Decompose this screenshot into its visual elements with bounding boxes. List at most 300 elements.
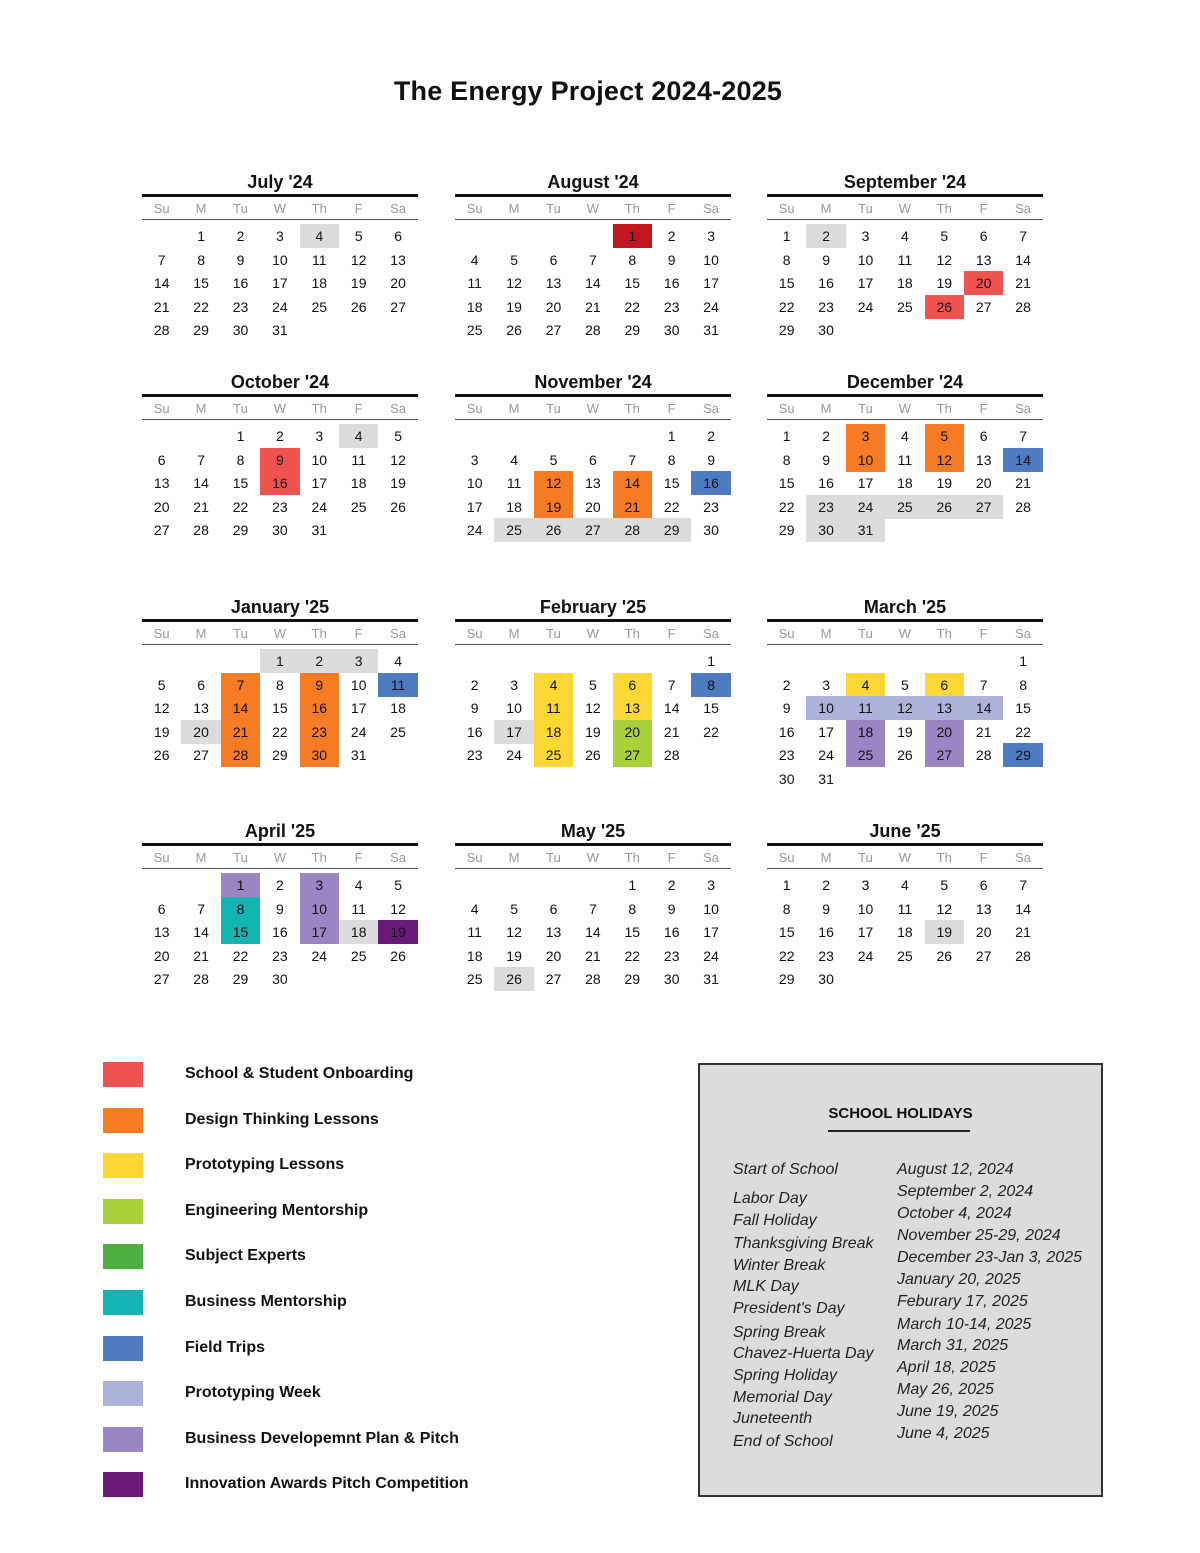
weekday-label: F bbox=[354, 200, 363, 216]
legend-swatch bbox=[103, 1381, 143, 1406]
day-cell: 7 bbox=[1019, 228, 1027, 244]
day-cell: 20 bbox=[964, 271, 1003, 295]
day-cell: 21 bbox=[585, 298, 601, 315]
day-cell: 5 bbox=[354, 228, 363, 244]
weekday-label: Tu bbox=[858, 849, 873, 865]
day-cell: 22 bbox=[778, 298, 795, 315]
day-cell: 19 bbox=[936, 275, 953, 292]
day-cell: 5 bbox=[394, 877, 402, 893]
day-cell: 2 bbox=[806, 224, 845, 248]
day-cell: 12 bbox=[936, 900, 953, 917]
day-cell: 2 bbox=[275, 428, 284, 444]
day-cell: 4 bbox=[900, 877, 909, 893]
month-name: April '25 bbox=[244, 821, 316, 841]
day-cell: 29 bbox=[624, 971, 641, 988]
weekday-label: W bbox=[273, 625, 286, 641]
day-cell: 17 bbox=[703, 275, 719, 292]
day-grid bbox=[455, 220, 731, 350]
day-cell: 17 bbox=[311, 475, 328, 492]
day-cell: 24 bbox=[506, 747, 522, 764]
day-cell: 22 bbox=[232, 498, 249, 515]
legend-swatch bbox=[103, 1244, 143, 1269]
weekday-label: Sa bbox=[1015, 849, 1031, 865]
day-cell: 28 bbox=[193, 522, 209, 539]
day-cell: 21 bbox=[975, 723, 992, 740]
day-cell: 13 bbox=[545, 924, 562, 941]
weekday-label: Th bbox=[311, 849, 327, 865]
day-cell: 7 bbox=[588, 900, 597, 917]
day-cell: 3 bbox=[707, 228, 715, 244]
weekday-label: M bbox=[195, 400, 207, 416]
day-cell: 27 bbox=[153, 971, 170, 988]
holiday-date: June 4, 2025 bbox=[897, 1425, 990, 1442]
holiday-name: Juneteenth bbox=[733, 1410, 813, 1427]
day-cell: 1 bbox=[236, 428, 245, 444]
day-cell: 3 bbox=[315, 428, 324, 444]
day-cell: 25 bbox=[390, 723, 406, 740]
day-cell: 6 bbox=[157, 451, 166, 468]
day-cell: 5 bbox=[394, 428, 402, 444]
day-cell: 18 bbox=[897, 924, 913, 941]
day-cell: 14 bbox=[585, 275, 601, 292]
month-calendar bbox=[767, 170, 1043, 350]
day-cell: 24 bbox=[466, 522, 483, 539]
day-cell: 1 bbox=[197, 228, 205, 244]
day-cell: 27 bbox=[153, 522, 170, 539]
day-cell: 30 bbox=[778, 771, 795, 787]
day-cell: 12 bbox=[585, 700, 601, 717]
weekday-label: F bbox=[979, 849, 988, 865]
day-cell: 3 bbox=[339, 649, 378, 673]
weekday-label: Su bbox=[466, 200, 483, 216]
legend-item bbox=[103, 1427, 523, 1453]
day-cell: 13 bbox=[193, 700, 209, 717]
day-cell: 7 bbox=[588, 251, 597, 268]
weekday-label: W bbox=[898, 849, 911, 865]
day-grid bbox=[455, 645, 731, 775]
legend-item bbox=[103, 1472, 523, 1498]
day-cell: 30 bbox=[663, 322, 680, 339]
day-cell: 25 bbox=[885, 495, 924, 519]
weekday-label: M bbox=[508, 849, 520, 865]
day-cell: 26 bbox=[153, 747, 170, 764]
day-cell: 22 bbox=[272, 723, 288, 740]
day-cell: 10 bbox=[466, 475, 483, 492]
day-grid bbox=[455, 420, 731, 550]
day-cell: 20 bbox=[545, 298, 562, 315]
day-cell: 12 bbox=[534, 471, 573, 495]
day-cell: 2 bbox=[667, 877, 676, 893]
day-cell: 29 bbox=[624, 322, 641, 339]
day-cell: 18 bbox=[846, 720, 885, 744]
day-cell: 26 bbox=[925, 295, 964, 319]
day-cell: 29 bbox=[778, 971, 795, 988]
holiday-date: December 23-Jan 3, 2025 bbox=[897, 1249, 1082, 1266]
day-cell: 24 bbox=[818, 747, 834, 764]
day-cell: 7 bbox=[979, 676, 988, 693]
day-cell: 20 bbox=[613, 720, 652, 744]
day-cell: 22 bbox=[778, 498, 795, 515]
day-cell: 25 bbox=[494, 518, 533, 542]
day-cell: 23 bbox=[663, 298, 680, 315]
weekday-label: Tu bbox=[546, 625, 561, 641]
weekday-label: Su bbox=[153, 400, 170, 416]
day-cell: 14 bbox=[585, 924, 601, 941]
day-cell: 3 bbox=[707, 877, 715, 893]
day-cell: 26 bbox=[506, 322, 522, 339]
weekday-label: M bbox=[508, 625, 520, 641]
month-calendar bbox=[142, 595, 418, 775]
day-cell: 5 bbox=[925, 424, 964, 448]
day-cell: 23 bbox=[232, 298, 249, 315]
day-cell: 1 bbox=[707, 653, 715, 669]
legend-label: Prototyping Week bbox=[185, 1384, 321, 1402]
day-cell: 6 bbox=[549, 900, 558, 917]
weekday-label: Sa bbox=[1015, 200, 1031, 216]
holiday-name: President's Day bbox=[733, 1300, 845, 1317]
day-cell: 10 bbox=[857, 900, 874, 917]
weekday-label: Tu bbox=[233, 400, 248, 416]
day-cell: 31 bbox=[703, 322, 719, 339]
weekday-label: M bbox=[508, 200, 520, 216]
day-cell: 7 bbox=[157, 251, 166, 268]
month-name: January '25 bbox=[230, 597, 330, 617]
day-cell: 21 bbox=[585, 947, 601, 964]
month-calendar bbox=[142, 170, 418, 350]
day-cell: 31 bbox=[818, 771, 834, 787]
legend-swatch bbox=[103, 1108, 143, 1133]
day-cell: 14 bbox=[1015, 251, 1031, 268]
day-cell: 15 bbox=[778, 475, 795, 492]
day-cell: 3 bbox=[861, 228, 870, 244]
day-cell: 5 bbox=[588, 676, 597, 693]
day-cell: 13 bbox=[975, 451, 992, 468]
day-cell: 29 bbox=[272, 747, 288, 764]
weekday-label: Su bbox=[778, 200, 795, 216]
day-cell: 7 bbox=[197, 900, 205, 917]
day-cell: 25 bbox=[534, 743, 573, 767]
weekday-label: Th bbox=[936, 849, 952, 865]
day-cell: 10 bbox=[846, 448, 885, 472]
day-cell: 27 bbox=[925, 743, 964, 767]
day-cell: 13 bbox=[613, 696, 652, 720]
day-cell: 30 bbox=[232, 322, 249, 339]
day-grid bbox=[142, 645, 418, 775]
weekday-label: M bbox=[820, 400, 832, 416]
day-cell: 16 bbox=[818, 275, 834, 292]
day-cell: 12 bbox=[153, 700, 170, 717]
day-cell: 31 bbox=[846, 518, 885, 542]
day-cell: 6 bbox=[925, 673, 964, 697]
legend-swatch bbox=[103, 1153, 143, 1178]
month-calendar bbox=[455, 370, 731, 550]
weekday-label: Sa bbox=[1015, 625, 1031, 641]
day-cell: 16 bbox=[466, 723, 483, 740]
day-cell: 31 bbox=[703, 971, 719, 988]
day-cell: 11 bbox=[897, 251, 913, 268]
holiday-name: Thanksgiving Break bbox=[733, 1235, 874, 1252]
day-cell: 23 bbox=[272, 947, 288, 964]
day-cell: 17 bbox=[494, 720, 533, 744]
day-cell: 13 bbox=[390, 251, 406, 268]
day-cell: 23 bbox=[466, 747, 483, 764]
day-grid bbox=[142, 420, 418, 550]
day-cell: 23 bbox=[806, 495, 845, 519]
day-cell: 10 bbox=[350, 676, 367, 693]
day-cell: 9 bbox=[236, 251, 245, 268]
legend-label: Subject Experts bbox=[185, 1247, 306, 1265]
weekday-label: W bbox=[273, 200, 286, 216]
legend-item bbox=[103, 1336, 523, 1362]
day-cell: 25 bbox=[466, 322, 483, 339]
day-cell: 6 bbox=[549, 251, 558, 268]
day-cell: 27 bbox=[573, 518, 612, 542]
day-cell: 13 bbox=[975, 251, 992, 268]
day-cell: 22 bbox=[703, 723, 719, 740]
day-cell: 12 bbox=[925, 448, 964, 472]
day-cell: 25 bbox=[311, 298, 328, 315]
month-name: September '24 bbox=[843, 172, 967, 192]
day-cell: 2 bbox=[667, 228, 676, 244]
day-cell: 18 bbox=[897, 275, 913, 292]
day-cell: 31 bbox=[272, 322, 288, 339]
holiday-date: March 31, 2025 bbox=[897, 1337, 1009, 1354]
weekday-label: Th bbox=[624, 625, 640, 641]
day-cell: 1 bbox=[221, 873, 260, 897]
day-cell: 26 bbox=[925, 495, 964, 519]
weekday-label: Th bbox=[936, 400, 952, 416]
day-cell: 10 bbox=[272, 251, 288, 268]
day-cell: 11 bbox=[467, 924, 482, 941]
day-cell: 2 bbox=[236, 228, 245, 244]
day-cell: 7 bbox=[221, 673, 260, 697]
day-cell: 22 bbox=[778, 947, 795, 964]
day-cell: 9 bbox=[667, 251, 676, 268]
weekday-label: Su bbox=[153, 625, 170, 641]
legend-item bbox=[103, 1108, 523, 1134]
holiday-date: August 12, 2024 bbox=[897, 1161, 1014, 1178]
weekday-label: Su bbox=[778, 400, 795, 416]
day-cell: 6 bbox=[979, 228, 988, 244]
day-cell: 10 bbox=[311, 451, 328, 468]
day-cell: 24 bbox=[846, 495, 885, 519]
day-cell: 26 bbox=[350, 298, 367, 315]
holiday-date: Feburary 17, 2025 bbox=[897, 1293, 1028, 1310]
day-cell: 15 bbox=[221, 920, 260, 944]
day-cell: 15 bbox=[624, 275, 641, 292]
day-cell: 12 bbox=[506, 924, 522, 941]
month-calendar bbox=[767, 819, 1043, 999]
month-name: February '25 bbox=[539, 597, 647, 617]
day-cell: 3 bbox=[275, 228, 284, 244]
day-cell: 2 bbox=[707, 428, 715, 444]
weekday-label: M bbox=[820, 625, 832, 641]
holiday-name: Spring Holiday bbox=[733, 1367, 838, 1384]
day-cell: 11 bbox=[534, 696, 573, 720]
legend-item bbox=[103, 1199, 523, 1225]
weekday-label: Sa bbox=[390, 400, 406, 416]
day-cell: 21 bbox=[613, 495, 652, 519]
school-holidays-box bbox=[698, 1063, 1103, 1497]
day-cell: 15 bbox=[778, 924, 795, 941]
day-cell: 24 bbox=[857, 298, 874, 315]
day-cell: 13 bbox=[585, 475, 601, 492]
day-cell: 23 bbox=[778, 747, 795, 764]
day-cell: 5 bbox=[510, 251, 518, 268]
day-cell: 10 bbox=[506, 700, 522, 717]
day-cell: 10 bbox=[857, 251, 874, 268]
day-cell: 27 bbox=[964, 495, 1003, 519]
legend-swatch bbox=[103, 1336, 143, 1361]
day-cell: 8 bbox=[275, 676, 284, 693]
holiday-name: Start of School bbox=[733, 1161, 838, 1178]
day-grid bbox=[767, 645, 1043, 787]
day-cell: 16 bbox=[691, 471, 730, 495]
day-cell: 31 bbox=[350, 747, 367, 764]
day-cell: 19 bbox=[350, 275, 367, 292]
weekday-label: Th bbox=[624, 200, 640, 216]
day-cell: 19 bbox=[936, 475, 953, 492]
day-cell: 21 bbox=[193, 947, 209, 964]
day-cell: 19 bbox=[390, 475, 406, 492]
day-cell: 26 bbox=[390, 498, 406, 515]
day-cell: 24 bbox=[857, 947, 874, 964]
day-cell: 14 bbox=[1003, 448, 1042, 472]
day-cell: 27 bbox=[975, 947, 992, 964]
day-cell: 6 bbox=[197, 676, 205, 693]
day-cell: 28 bbox=[585, 322, 601, 339]
day-cell: 24 bbox=[703, 947, 719, 964]
month-calendar bbox=[142, 819, 418, 999]
day-cell: 21 bbox=[153, 298, 170, 315]
day-cell: 27 bbox=[193, 747, 209, 764]
day-cell: 8 bbox=[197, 251, 205, 268]
weekday-label: W bbox=[898, 625, 911, 641]
holiday-date: September 2, 2024 bbox=[897, 1183, 1034, 1200]
day-cell: 21 bbox=[1015, 924, 1031, 941]
day-cell: 8 bbox=[1019, 676, 1027, 693]
day-cell: 19 bbox=[585, 723, 601, 740]
weekday-label: Tu bbox=[233, 625, 248, 641]
day-cell: 6 bbox=[157, 900, 166, 917]
day-cell: 24 bbox=[272, 298, 288, 315]
day-cell: 20 bbox=[975, 924, 992, 941]
day-grid bbox=[767, 420, 1043, 550]
weekday-label: W bbox=[898, 200, 911, 216]
day-cell: 10 bbox=[703, 251, 719, 268]
day-cell: 12 bbox=[390, 451, 406, 468]
day-cell: 7 bbox=[628, 451, 637, 468]
weekday-label: Sa bbox=[703, 625, 719, 641]
month-calendar bbox=[142, 370, 418, 550]
day-cell: 29 bbox=[193, 322, 209, 339]
day-cell: 30 bbox=[818, 322, 834, 339]
day-cell: 30 bbox=[806, 518, 845, 542]
day-cell: 14 bbox=[1015, 900, 1031, 917]
day-cell: 3 bbox=[822, 676, 830, 693]
day-cell: 11 bbox=[846, 696, 885, 720]
day-cell: 20 bbox=[390, 275, 406, 292]
month-calendar bbox=[455, 170, 731, 350]
day-cell: 24 bbox=[703, 298, 719, 315]
day-cell: 8 bbox=[782, 451, 791, 468]
day-cell: 9 bbox=[707, 451, 715, 468]
day-cell: 28 bbox=[221, 743, 260, 767]
day-cell: 11 bbox=[897, 451, 913, 468]
legend-label: Field Trips bbox=[185, 1338, 266, 1356]
day-cell: 20 bbox=[545, 947, 562, 964]
day-cell: 9 bbox=[300, 673, 339, 697]
day-cell: 14 bbox=[663, 700, 680, 717]
day-cell: 15 bbox=[703, 700, 719, 717]
day-cell: 26 bbox=[390, 947, 406, 964]
holiday-name: Spring Break bbox=[733, 1324, 826, 1341]
day-cell: 8 bbox=[236, 451, 245, 468]
day-cell: 23 bbox=[703, 498, 719, 515]
holiday-date: May 26, 2025 bbox=[897, 1381, 994, 1398]
day-cell: 13 bbox=[975, 900, 992, 917]
day-cell: 14 bbox=[221, 696, 260, 720]
legend-swatch bbox=[103, 1290, 143, 1315]
weekday-label: M bbox=[820, 849, 832, 865]
day-cell: 7 bbox=[197, 451, 205, 468]
month-name: December '24 bbox=[846, 372, 964, 392]
weekday-label: F bbox=[667, 200, 676, 216]
day-cell: 20 bbox=[585, 498, 601, 515]
day-cell: 9 bbox=[822, 900, 830, 917]
legend-label: Business Mentorship bbox=[185, 1293, 347, 1310]
month-calendar bbox=[455, 819, 731, 999]
holiday-name: Winter Break bbox=[733, 1257, 826, 1274]
weekday-label: Th bbox=[936, 200, 952, 216]
day-cell: 18 bbox=[506, 498, 522, 515]
weekday-header bbox=[767, 197, 1043, 220]
legend-item bbox=[103, 1290, 523, 1316]
legend-label: Engineering Mentorship bbox=[185, 1201, 369, 1219]
day-cell: 21 bbox=[663, 723, 680, 740]
holiday-date: March 10-14, 2025 bbox=[897, 1316, 1032, 1333]
weekday-header bbox=[142, 397, 418, 420]
day-cell: 25 bbox=[350, 947, 367, 964]
weekday-label: Sa bbox=[703, 200, 719, 216]
day-cell: 29 bbox=[232, 522, 249, 539]
day-cell: 27 bbox=[975, 298, 992, 315]
weekday-label: Su bbox=[778, 849, 795, 865]
day-cell: 16 bbox=[272, 924, 288, 941]
month-name: March '25 bbox=[863, 597, 947, 617]
day-cell: 15 bbox=[624, 924, 641, 941]
day-cell: 11 bbox=[378, 673, 417, 697]
holiday-date: October 4, 2024 bbox=[897, 1205, 1012, 1222]
day-cell: 9 bbox=[667, 900, 676, 917]
day-cell: 31 bbox=[311, 522, 328, 539]
legend-label: Prototyping Lessons bbox=[185, 1156, 345, 1174]
day-cell: 5 bbox=[157, 676, 166, 693]
day-cell: 14 bbox=[193, 924, 209, 941]
day-cell: 16 bbox=[818, 475, 834, 492]
weekday-label: F bbox=[979, 200, 988, 216]
holiday-name: MLK Day bbox=[733, 1278, 799, 1295]
day-cell: 2 bbox=[470, 676, 479, 693]
day-grid bbox=[142, 220, 418, 350]
day-cell: 4 bbox=[394, 653, 402, 669]
day-grid bbox=[455, 869, 731, 999]
weekday-label: F bbox=[667, 849, 676, 865]
day-cell: 13 bbox=[925, 696, 964, 720]
day-cell: 11 bbox=[351, 451, 366, 468]
day-cell: 26 bbox=[585, 747, 601, 764]
day-cell: 15 bbox=[193, 275, 209, 292]
